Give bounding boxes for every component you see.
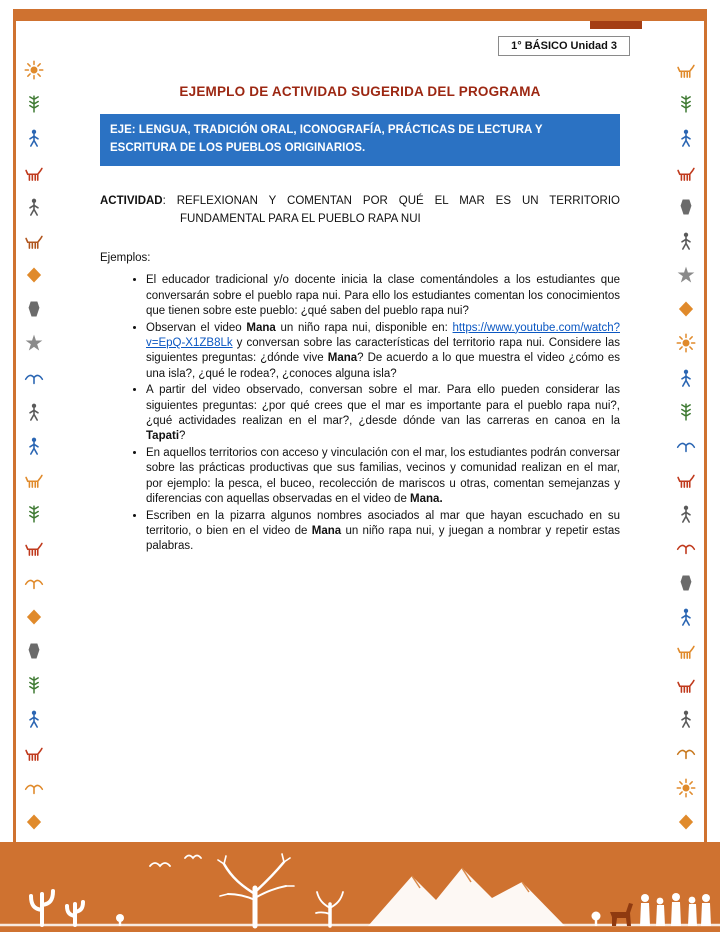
llama-icon — [24, 470, 44, 490]
person-icon — [24, 128, 44, 148]
unit-badge — [498, 36, 630, 56]
highlighted-term: Mana. — [410, 493, 443, 506]
activity-label: ACTIVIDAD — [100, 194, 163, 207]
bullet-text: Escriben en la pizarra algunos nombres asociados al mar que hayan escuchado en su territorio, o bien en el video de — [146, 509, 620, 537]
bullet-text: Observan el video — [146, 321, 247, 334]
fox-icon — [676, 675, 696, 695]
fox-icon — [24, 743, 44, 763]
condor-icon — [676, 436, 696, 456]
top-border-bar — [13, 9, 707, 21]
bullet-text: ? — [179, 430, 186, 443]
activity-heading — [100, 192, 620, 229]
footer-illustration — [0, 842, 720, 932]
lizard-icon — [24, 94, 44, 114]
person-icon — [676, 709, 696, 729]
example-bullet — [146, 509, 620, 555]
vessel-icon — [24, 299, 44, 319]
person-icon — [24, 197, 44, 217]
lizard-icon — [676, 402, 696, 422]
diamond-icon — [24, 607, 44, 627]
lizard-icon — [676, 94, 696, 114]
condor-icon — [24, 778, 44, 798]
bullet-text: ? De acuerdo a lo que muestra el video ¿cómo es una isla?, ¿qué le rodea?, ¿conoces alguna isla? — [146, 352, 620, 380]
landscape-illustration — [0, 842, 720, 932]
left-border-line — [13, 9, 16, 844]
diamond-icon — [676, 812, 696, 832]
bullet-text: En aquellos territorios con acceso y vinculación con el mar, los estudiantes podrán conversar sobre las prácticas productivas que sus familias, vecinos y comunidad realizan en el mar, por ejemplo: la pesca, el buceo, recolección de mariscos u otras, comentan semejanzas y diferencias con aquellas observadas en el video de — [146, 446, 620, 506]
document-body — [100, 84, 620, 556]
diamond-icon — [24, 812, 44, 832]
llama-icon — [24, 231, 44, 251]
vessel-icon — [24, 641, 44, 661]
person-icon — [676, 128, 696, 148]
person-icon — [24, 436, 44, 456]
diamond-icon — [676, 299, 696, 319]
fox-icon — [24, 163, 44, 183]
fox-icon — [676, 470, 696, 490]
person-icon — [676, 368, 696, 388]
examples-list — [100, 273, 620, 554]
eje-banner-text: EJE: LENGUA, TRADICIÓN ORAL, ICONOGRAFÍA, PRÁCTICAS DE LECTURA Y ESCRITURA DE LOS PUEBLOS ORIGINARIOS. — [110, 124, 543, 154]
condor-icon — [24, 573, 44, 593]
page-title: EJEMPLO DE ACTIVIDAD SUGERIDA DEL PROGRAMA — [179, 84, 541, 99]
person-icon — [676, 607, 696, 627]
right-motif-column — [671, 60, 701, 832]
example-bullet — [146, 446, 620, 508]
person-icon — [676, 231, 696, 251]
examples-label: Ejemplos: — [100, 252, 151, 265]
person-icon — [24, 402, 44, 422]
left-motif-column — [19, 60, 49, 832]
example-bullet — [146, 273, 620, 319]
bullet-text: A partir del video observado, conversan sobre el mar. Para ello pueden considerar las siguientes preguntas: ¿por qué crees que el mar es importante para el pueblo rapa nui?, ¿qué actividades realizan en el mar?, ¿desde dónde van las carreras en canoa en la — [146, 384, 620, 428]
unit-badge-label: 1° BÁSICO Unidad 3 — [511, 40, 617, 52]
llama-icon — [676, 641, 696, 661]
bullet-text: un niño rapa nui, y juegan a nombrar y repetir estas palabras. — [146, 524, 621, 553]
star-icon — [676, 265, 696, 285]
youtube-link[interactable]: https://www.youtube.com/watch?v=EpQ-X1ZB8Lk — [146, 321, 620, 350]
fox-icon — [676, 163, 696, 183]
condor-icon — [676, 743, 696, 763]
lizard-icon — [24, 504, 44, 524]
star-icon — [24, 333, 44, 353]
sun-icon — [24, 60, 44, 80]
top-border-tab — [590, 21, 642, 29]
bullet-text: El educador tradicional y/o docente inicia la clase comentándoles a los estudiantes que conversarán sobre el pueblo rapa nui. Para ello los estudiantes comentan los conocimientos que tienen sobre este pueblo: ¿qué saben del pueblo rapa nui? — [146, 274, 620, 318]
highlighted-term: Mana — [311, 524, 342, 537]
eje-banner — [100, 114, 620, 166]
person-icon — [676, 504, 696, 524]
bullet-text: y conversan sobre las características del territorio rapa nui. Considere las siguientes preguntas: ¿dónde vive — [146, 337, 620, 365]
example-bullet — [146, 321, 620, 383]
highlighted-term: Mana — [327, 352, 358, 365]
condor-icon — [676, 538, 696, 558]
sun-icon — [676, 778, 696, 798]
person-icon — [24, 709, 44, 729]
llama-icon — [676, 60, 696, 80]
vessel-icon — [676, 573, 696, 593]
fox-icon — [24, 538, 44, 558]
sun-icon — [676, 333, 696, 353]
diamond-icon — [24, 265, 44, 285]
example-bullet — [146, 383, 620, 445]
highlighted-term: Mana — [246, 321, 276, 334]
highlighted-term: Tapati — [146, 430, 180, 443]
bullet-text: un niño rapa nui, disponible en: — [275, 321, 453, 334]
lizard-icon — [24, 675, 44, 695]
condor-icon — [24, 368, 44, 388]
activity-text: : REFLEXIONAN Y COMENTAN POR QUÉ EL MAR ES UN TERRITORIO FUNDAMENTAL PARA EL PUEBLO RAPA NUI — [162, 194, 620, 226]
right-border-line — [704, 9, 707, 844]
vessel-icon — [676, 197, 696, 217]
